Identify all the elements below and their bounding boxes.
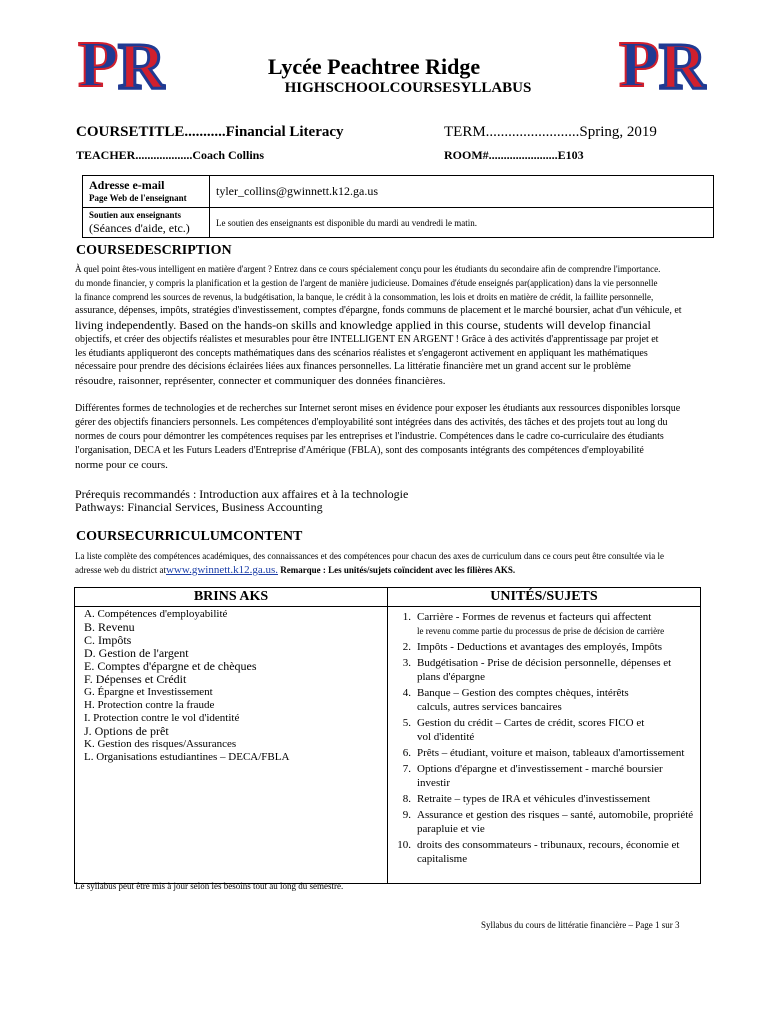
description-line: la finance comprend les sources de revenus, la budgétisation, la banque, le crédit à la consommation, les lois et droits en matière de crédit, la faillite personnelle, [75, 292, 654, 302]
technology-line: l'organisation, DECA et les Futurs Leaders d'Entreprise d'Amérique (FBLA), sont des composants intégrants des compétences d'employabilité [75, 445, 644, 456]
strand-item: A. Compétences d'employabilité [84, 608, 228, 620]
unit-item [389, 761, 699, 791]
strand-item: I. Protection contre le vol d'identité [84, 712, 240, 724]
course-title: COURSETITLE...........Financial Literacy [76, 124, 344, 140]
curriculum-intro: La liste complète des compétences académiques, des connaissances et des compétences pour chacun des axes de curriculum dans ce cours peut être consultée via le [75, 551, 665, 561]
description-line: À quel point êtes-vous intelligent en matière d'argent ? Entrez dans ce cours spécialement conçu pour les étudiants du secondaire afin de comprendre l'importance. [75, 264, 661, 274]
strand-item: D. Gestion de l'argent [84, 646, 189, 660]
unit-number: 5. [402, 717, 411, 729]
description-line: objectifs, et créer des objectifs réalistes et mesurables pour être INTELLIGENT EN ARGENT ! Grâce à des activités d'apprentissage par projet et [75, 334, 659, 345]
unit-text [417, 716, 699, 744]
unit-title: Retraite – types de IRA et véhicules d'investissement [417, 793, 651, 805]
description-line: nécessaire pour prendre des décisions éclairées liées aux finances personnelles. La littératie financière met un grand accent sur le problème [75, 361, 631, 372]
unit-title: Banque – Gestion des comptes chèques, intérêts [417, 687, 629, 699]
description-line: living independently. Based on the hands-on skills and knowledge applied in this course, students will develop financial [75, 318, 651, 332]
unit-number: 4. [402, 687, 411, 699]
svg-text:P: P [619, 28, 660, 101]
support-sessions-label: (Séances d'aide, etc.) [89, 221, 190, 235]
unit-continuation: vol d'identité [417, 731, 475, 743]
description-line: les étudiants appliqueront des concepts mathématiques dans des scénarios réalistes et s'engageront activement en appliquant les mathématiques [75, 348, 648, 359]
page-footer: Syllabus du cours de littératie financière – Page 1 sur 3 [481, 920, 680, 930]
strand-item: E. Comptes d'épargne et de chèques [84, 659, 257, 673]
unit-title: Assurance et gestion des risques – santé, automobile, propriété [417, 809, 694, 821]
strand-item: J. Options de prêt [84, 724, 169, 738]
unit-continuation: calculs, autres services bancaires [417, 701, 562, 713]
unit-item [389, 807, 699, 837]
unit-title: Carrière - Formes de revenus et facteurs qui affectent [417, 611, 652, 623]
unit-item [389, 791, 699, 807]
unit-text [417, 762, 699, 790]
unit-text [417, 610, 699, 638]
unit-title: Gestion du crédit – Cartes de crédit, scores FICO et [417, 717, 645, 729]
description-line: résoudre, raisonner, représenter, connecter et communiquer des données financières. [75, 375, 446, 387]
unit-number: 9. [402, 809, 411, 821]
strand-item: L. Organisations estudiantines – DECA/FBLA [84, 751, 290, 763]
unit-title: Budgétisation - Prise de décision personnelle, dépenses et [417, 657, 672, 669]
unit-item [389, 685, 699, 715]
unit-text [417, 656, 699, 684]
svg-text:R: R [659, 30, 707, 103]
curriculum-remark: Remarque : Les unités/sujets coïncident avec les filières AKS. [278, 565, 516, 575]
unit-item [389, 745, 699, 761]
school-name: Lycée Peachtree Ridge [267, 54, 481, 79]
curriculum-intro-prefix: adresse web du district at [75, 565, 166, 575]
room-number: ROOM#.......................E103 [444, 148, 584, 162]
unit-continuation: investir [417, 777, 450, 789]
description-line: assurance, dépenses, impôts, stratégies d'investissement, comptes d'épargne, fonds communs de placement et le marché boursier, achat d'un véhicule, et [75, 305, 682, 316]
unit-title: Impôts - Deductions et avantages des employés, Impôts [417, 641, 663, 653]
unit-item [389, 609, 699, 639]
strand-item: H. Protection contre la fraude [84, 699, 215, 711]
technology-line: Différentes formes de technologies et de recherches sur Internet seront mises en évidence pour exposer les étudiants aux ressources disponibles lorsque [75, 403, 681, 414]
unit-number: 10. [397, 839, 411, 851]
unit-number: 2. [402, 641, 411, 653]
curriculum-heading: COURSECURRICULUMCONTENT [76, 529, 303, 544]
col-header-units: UNITÉS/SUJETS [388, 588, 701, 607]
strands-cell [75, 607, 388, 884]
unit-continuation: plans d'épargne [417, 671, 486, 683]
course-description-heading: COURSEDESCRIPTION [76, 243, 232, 258]
unit-number: 8. [402, 793, 411, 805]
unit-number: 1. [402, 611, 411, 623]
technology-line: gérer des objectifs financiers personnels. Les compétences d'employabilité sont intégrées dans des activités, des tâches et des projets tout au long du [75, 417, 668, 428]
unit-list [389, 609, 699, 867]
unit-text [417, 792, 699, 806]
district-website-link[interactable]: www.gwinnett.k12.ga.us. [165, 564, 279, 576]
unit-item [389, 655, 699, 685]
teacher-name: TEACHER...................Coach Collins [76, 148, 265, 162]
term-value: TERM.........................Spring, 2019 [444, 124, 657, 140]
unit-item [389, 837, 699, 867]
curriculum-table [74, 587, 701, 884]
unit-text [417, 640, 699, 654]
strand-item: B. Revenu [84, 620, 135, 634]
pathways: Pathways: Financial Services, Business Accounting [75, 500, 323, 514]
email-label: Adresse e-mail [89, 178, 165, 192]
strand-item: G. Épargne et Investissement [84, 686, 213, 698]
unit-text [417, 746, 699, 760]
teacher-email: tyler_collins@gwinnett.k12.ga.us [210, 176, 714, 208]
strand-list [76, 608, 386, 764]
contact-table [82, 175, 714, 238]
description-line: du monde financier, y compris la planification et la gestion de l'argent de manière judicieuse. Domaines d'étude enseignés par(application) dans la vie personnelle [75, 278, 658, 288]
unit-continuation: le revenu comme partie du processus de prise de décision de carrière [417, 626, 665, 636]
strand-item: C. Impôts [84, 633, 132, 647]
svg-text:R: R [118, 30, 166, 103]
curriculum-intro-line2 [75, 563, 715, 577]
syllabus-subtitle: HIGHSCHOOLCOURSESYLLABUS [284, 80, 532, 96]
support-label: Soutien aux enseignants [89, 210, 182, 220]
unit-continuation: capitalisme [417, 853, 468, 865]
unit-number: 3. [402, 657, 411, 669]
col-header-strands: BRINS AKS [75, 588, 388, 607]
unit-text [417, 686, 699, 714]
svg-text:P: P [78, 28, 119, 101]
unit-text [417, 808, 699, 836]
syllabus-update-note: Le syllabus peut être mis à jour selon les besoins tout au long du semestre. [75, 881, 344, 891]
strand-item: K. Gestion des risques/Assurances [84, 738, 237, 750]
prerequisites: Prérequis recommandés : Introduction aux affaires et à la technologie [75, 487, 409, 501]
technology-line: normes de cours pour démontrer les compétences requises par les entreprises et l'industrie. Compétences dans le cadre co-curriculaire des étudiants [75, 431, 664, 442]
webpage-label: Page Web de l'enseignant [89, 193, 187, 203]
unit-continuation: parapluie et vie [417, 823, 485, 835]
unit-title: Prêts – étudiant, voiture et maison, tableaux d'amortissement [417, 747, 685, 759]
unit-title: droits des consommateurs - tribunaux, recours, économie et [417, 839, 680, 851]
unit-item [389, 715, 699, 745]
strand-item: F. Dépenses et Crédit [84, 672, 187, 686]
units-cell [388, 607, 701, 884]
technology-line: norme pour ce cours. [75, 459, 168, 471]
unit-title: Options d'épargne et d'investissement - marché boursier [417, 763, 663, 775]
unit-text [417, 838, 699, 866]
unit-item [389, 639, 699, 655]
unit-number: 6. [402, 747, 411, 759]
unit-number: 7. [402, 763, 411, 775]
support-info: Le soutien des enseignants est disponible du mardi au vendredi le matin. [210, 208, 714, 238]
